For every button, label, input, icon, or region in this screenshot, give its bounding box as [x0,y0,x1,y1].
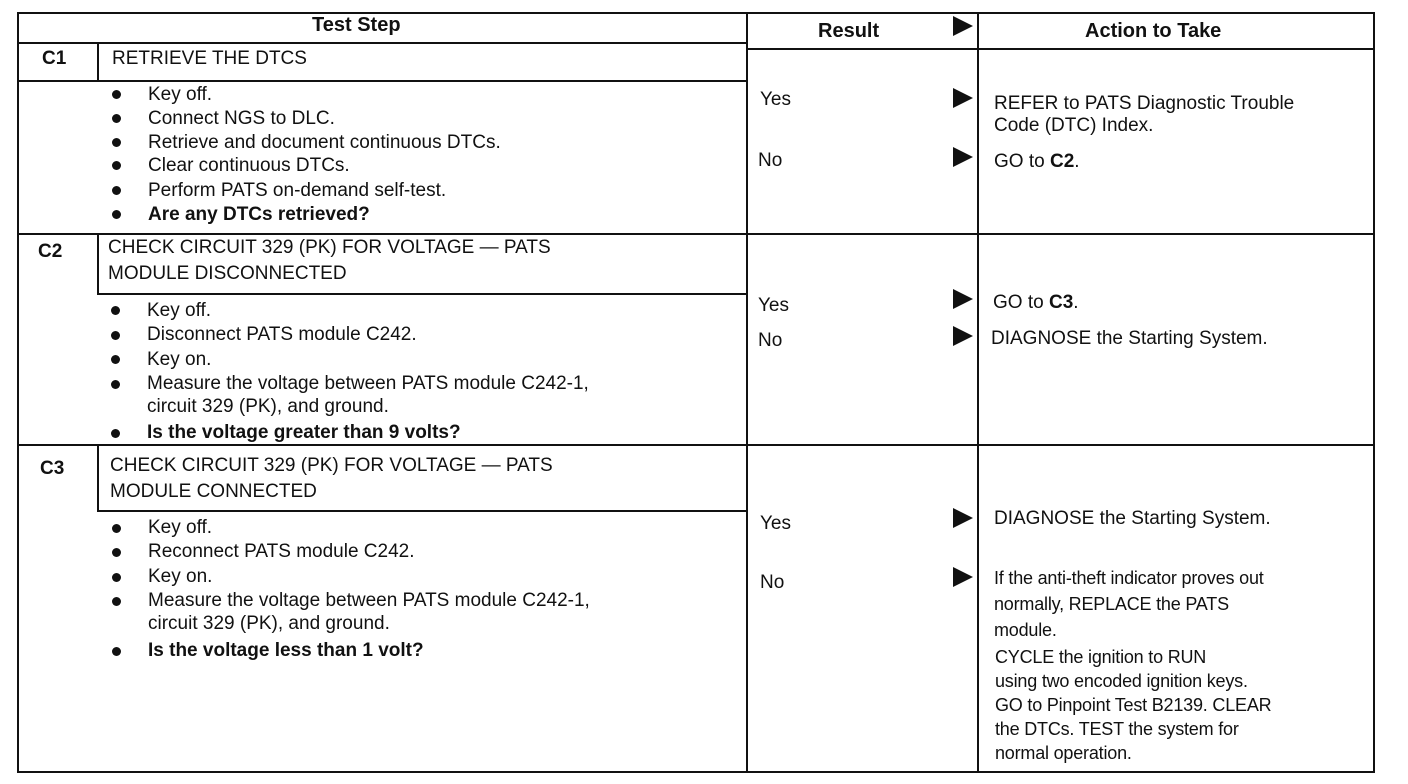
c2-bullet-4-line-2: circuit 329 (PK), and ground. [147,396,389,417]
c3-no-arrow-icon [953,567,973,587]
c2-c3-divider [17,444,1375,446]
id-column-divider-c1 [97,42,99,80]
bullet-icon [111,380,120,389]
header-bottom-border-right [746,48,1375,50]
header-action: Action to Take [1085,20,1222,42]
c3-bullet-4 [148,590,590,635]
c2-yes-arrow-icon [953,289,973,309]
c3-title-line-2: MODULE CONNECTED [110,481,317,502]
bullet-icon [112,597,121,606]
c1-yes-arrow-icon [953,88,973,108]
c3-action-yes: DIAGNOSE the Starting System. [994,508,1271,529]
c2-bullet-3: Key on. [147,349,212,370]
c3-action-no [994,565,1264,643]
result-column-border [977,12,979,773]
header-result: Result [818,20,880,42]
c3-action-no-line-1: If the anti-theft indicator proves out [994,568,1264,588]
c1-action-yes-line-2: Code (DTC) Index. [994,115,1154,136]
bullet-icon [112,210,121,219]
c1-bullet-1: Key off. [148,84,213,105]
c3-action-no-2 [995,645,1271,765]
bullet-icon [112,548,121,557]
bullet-icon [112,647,121,656]
bullet-icon [111,355,120,364]
c1-bullet-6: Are any DTCs retrieved? [148,204,370,225]
c1-c2-divider [17,233,1375,235]
table-right-border [1373,12,1375,773]
c2-bullet-2: Disconnect PATS module C242. [147,324,417,345]
c3-action-no-2-line-1: CYCLE the ignition to RUN [995,647,1207,667]
c1-bullet-4: Clear continuous DTCs. [148,155,350,176]
c3-bullet-4-line-1: Measure the voltage between PATS module C242-1, [148,590,590,611]
test-step-column-border [746,12,748,773]
table-bottom-border [17,771,1375,773]
c3-bullet-4-line-2: circuit 329 (PK), and ground. [148,613,390,634]
c3-result-yes: Yes [760,513,791,534]
c3-bullet-1: Key off. [148,517,213,538]
header-arrow-icon [953,16,973,36]
c3-action-no-2-line-5: normal operation. [995,743,1132,763]
step-title-c2 [108,237,551,285]
c1-bullet-2: Connect NGS to DLC. [148,108,335,129]
c2-title-line-1: CHECK CIRCUIT 329 (PK) FOR VOLTAGE — PATS [108,237,551,258]
header-test-step: Test Step [312,14,401,36]
step-id-c1: C1 [42,48,67,69]
step-title-c3 [110,455,553,503]
c3-action-no-2-line-3: GO to Pinpoint Test B2139. CLEAR [995,695,1272,715]
c3-action-no-line-3: module. [994,620,1057,640]
c2-action-no: DIAGNOSE the Starting System. [991,328,1268,349]
c1-bullet-3: Retrieve and document continuous DTCs. [148,132,501,153]
c3-action-no-2-line-2: using two encoded ignition keys. [995,671,1248,691]
c3-title-line-1: CHECK CIRCUIT 329 (PK) FOR VOLTAGE — PATS [110,455,553,476]
c1-title-divider [17,80,746,82]
bullet-icon [111,306,120,315]
c3-yes-arrow-icon [953,508,973,528]
c2-no-arrow-icon [953,326,973,346]
c3-bullet-3: Key on. [148,566,213,587]
c2-title-line-2: MODULE DISCONNECTED [108,263,347,284]
c3-title-divider [97,510,746,512]
c2-bullet-1: Key off. [147,300,212,321]
c2-bullet-4 [147,373,589,418]
c2-bullet-4-line-1: Measure the voltage between PATS module C242-1, [147,373,589,394]
header-bottom-border [17,42,746,44]
c3-bullet-5: Is the voltage less than 1 volt? [148,640,424,661]
c1-result-no: No [758,150,783,171]
step-id-c3: C3 [40,458,65,479]
c2-action-yes [993,292,1079,314]
bullet-icon [112,90,121,99]
c2-bullet-5: Is the voltage greater than 9 volts? [147,422,461,443]
c1-action-no-prefix: GO to [994,151,1050,172]
table-top-border [17,12,1375,14]
step-id-c2: C2 [38,241,63,262]
bullet-icon [112,573,121,582]
bullet-icon [112,138,121,147]
bullet-icon [112,114,121,123]
c1-action-yes-line-1: REFER to PATS Diagnostic Trouble [994,93,1295,114]
step-title-c1: RETRIEVE THE DTCS [112,48,307,69]
table-left-border [17,12,19,773]
c1-action-no-suffix: . [1074,151,1080,172]
bullet-icon [112,186,121,195]
id-column-divider-c3 [97,446,99,512]
c1-bullet-5: Perform PATS on-demand self-test. [148,180,447,201]
c3-bullet-2: Reconnect PATS module C242. [148,541,415,562]
c1-action-no [994,151,1080,173]
id-column-divider-c2 [97,235,99,295]
c3-result-no: No [760,572,785,593]
c1-no-arrow-icon [953,147,973,167]
c2-result-yes: Yes [758,295,789,316]
c2-title-divider [97,293,746,295]
bullet-icon [111,429,120,438]
bullet-icon [112,524,121,533]
c2-action-yes-ref: C3 [1048,292,1074,313]
c1-action-no-ref: C2 [1049,151,1075,172]
bullet-icon [112,161,121,170]
c2-result-no: No [758,330,783,351]
c3-action-no-2-line-4: the DTCs. TEST the system for [995,719,1239,739]
c2-action-yes-prefix: GO to [993,292,1049,313]
c1-result-yes: Yes [760,89,791,110]
c3-action-no-line-2: normally, REPLACE the PATS [994,594,1229,614]
c2-action-yes-suffix: . [1073,292,1079,313]
bullet-icon [111,331,120,340]
c1-action-yes [994,93,1294,137]
